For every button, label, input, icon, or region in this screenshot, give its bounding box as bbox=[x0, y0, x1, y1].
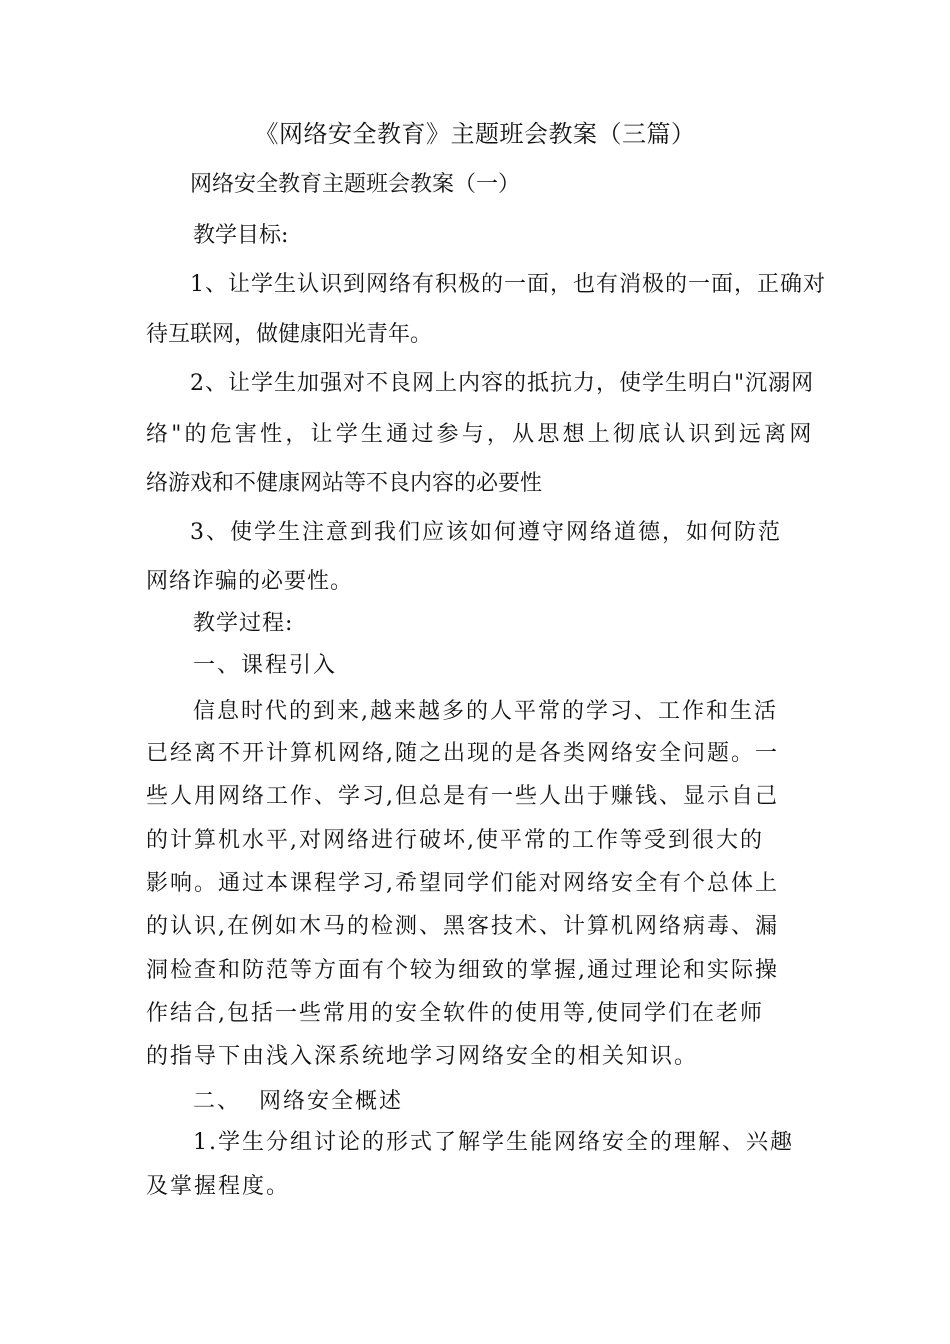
paragraph-line: 影响。通过本课程学习,希望同学们能对网络安全有个总体上 bbox=[146, 871, 779, 896]
heading-teaching-goals: 教学目标: bbox=[193, 223, 289, 248]
paragraph-line: 些人用网络工作、学习,但总是有一些人出于赚钱、显示自己 bbox=[146, 784, 779, 809]
paragraph-line: 2、让学生加强对不良网上内容的抵抗力，使学生明白"沉溺网 bbox=[190, 371, 815, 396]
paragraph-line: 1、让学生认识到网络有积极的一面，也有消极的一面，正确对 bbox=[190, 272, 826, 297]
document-title: 《网络安全教育》主题班会教案（三篇） bbox=[254, 120, 696, 148]
paragraph-line: 的认识,在例如木马的检测、黑客技术、计算机网络病毒、漏 bbox=[146, 914, 779, 939]
paragraph-line: 的指导下由浅入深系统地学习网络安全的相关知识。 bbox=[146, 1044, 699, 1069]
paragraph-line: 网络诈骗的必要性。 bbox=[146, 569, 354, 594]
paragraph-line: 3、使学生注意到我们应该如何遵守网络道德，如何防范 bbox=[190, 520, 782, 545]
paragraph-line: 的计算机水平,对网络进行破坏,使平常的工作等受到很大的 bbox=[146, 828, 764, 853]
paragraph-line: 1.学生分组讨论的形式了解学生能网络安全的理解、兴趣 bbox=[193, 1130, 794, 1155]
paragraph-line: 洞检查和防范等方面有个较为细致的掌握,通过理论和实际操 bbox=[146, 958, 779, 983]
heading-course-intro: 一、课程引入 bbox=[193, 653, 338, 678]
paragraph-line: 信息时代的到来,越来越多的人平常的学习、工作和生活 bbox=[193, 699, 778, 724]
heading-teaching-process: 教学过程: bbox=[193, 611, 294, 636]
paragraph-line: 作结合,包括一些常用的安全软件的使用等,使同学们在老师 bbox=[146, 1001, 764, 1026]
paragraph-line: 络"的危害性，让学生通过参与，从思想上彻底认识到远离网 bbox=[146, 422, 815, 447]
paragraph-line: 及掌握程度。 bbox=[146, 1174, 291, 1199]
paragraph-line: 已经离不开计算机网络,随之出现的是各类网络安全问题。一 bbox=[146, 741, 779, 766]
paragraph-line: 待互联网，做健康阳光青年。 bbox=[146, 322, 433, 347]
subtitle-part-one: 网络安全教育主题班会教案（一） bbox=[190, 172, 521, 197]
heading-network-security-overview: 二、 网络安全概述 bbox=[193, 1089, 403, 1114]
paragraph-line: 络游戏和不健康网站等不良内容的必要性 bbox=[146, 471, 543, 496]
